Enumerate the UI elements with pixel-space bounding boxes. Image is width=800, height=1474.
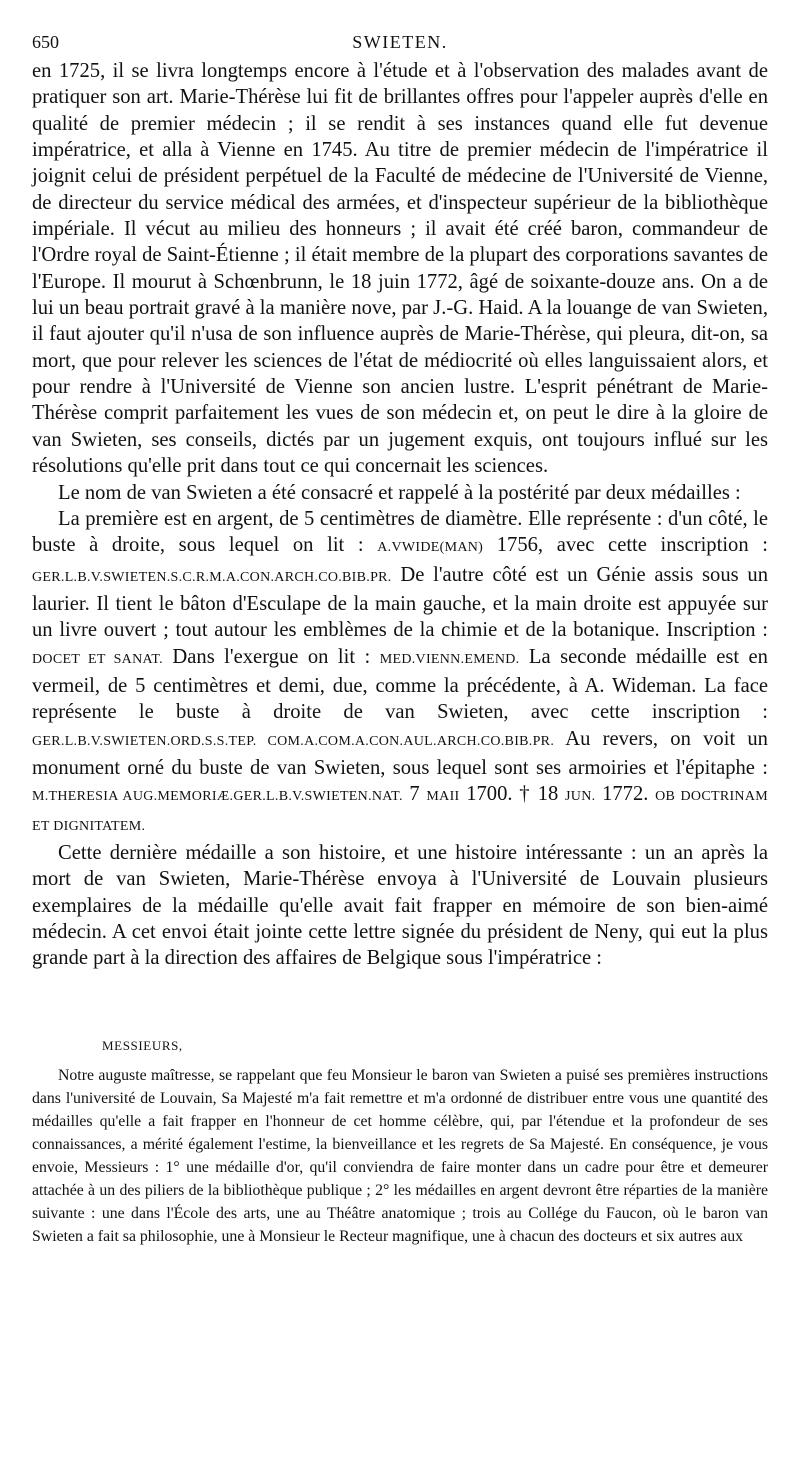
- running-head: SWIETEN.: [352, 32, 448, 52]
- letter-salutation: MESSIEURS,: [102, 1037, 183, 1053]
- page-header: [32, 28, 768, 58]
- medal-text: Dans l'exergue on lit :: [162, 645, 380, 668]
- medal-inscription: MED.VIENN.EMEND.: [379, 651, 520, 667]
- medal-text: La première est en argent, de 5 centimètres de diamètre. Elle représente : d'un côté, le buste à droite, sous lequel on lit :: [32, 507, 768, 557]
- medal-inscription: GER.L.B.V.SWIETEN.S.C.R.M.A.CON.ARCH.CO.BIB.PR.: [32, 569, 392, 585]
- medal-text: 1756, avec cette inscription :: [483, 534, 768, 557]
- medal-text: Au revers, on voit un monument orné du buste de van Swieten, sous lequel sont ses armoiries et l'épitaphe :: [32, 727, 768, 779]
- medal-inscription: M.THERESIA AUG.MEMORIÆ.GER.L.B.V.SWIETEN.NAT.: [32, 789, 403, 805]
- paragraph-medals-description: [32, 506, 768, 840]
- paragraph-biography: en 1725, il se livra longtemps encore à l'étude et à l'observation des malades avant de pratiquer son art. Marie-Thérèse lui fit de brillantes offres pour l'appeler auprès d'elle en qualité de premier médecin ; il se rendit à ses instances quand elle fut devenue impératrice, et alla à Vienne en 1745. Au titre de premier médecin de l'impératrice il joignit celui de président perpétuel de la Faculté de médecine de l'Université de Vienne, de directeur du service médical des armées, et d'inspecteur supérieur de la bibliothèque impériale. Il vécut au milieu des honneurs ; il avait été créé baron, commandeur de l'Ordre royal de Saint-Étienne ; il était membre de la plupart des corporations savantes de l'Europe. Il mourut à Schœnbrunn, le 18 juin 1772, âgé de soixante-douze ans. On a de lui un beau portrait gravé à la manière nove, par J.-G. Haid. A la louange de van Swieten, il faut ajouter qu'il n'usa de son influence auprès de Marie-Thérèse, qui pleura, dit-on, sa mort, que pour relever les sciences de l'état de médiocrité où elles languissaient alors, et pour rendre à l'Université de Vienne son ancien lustre. L'esprit pénétrant de Marie-Thérèse comprit parfaitement les vues de son médecin et, on peut le dire à la gloire de van Swieten, ses conseils, dictés par un jugement exquis, ont toujours influé sur les résolutions qu'elle prit dans tout ce qui concernait les sciences.: [32, 60, 768, 478]
- medal-text: 1700. † 18: [459, 783, 566, 806]
- medal-text: 1772.: [595, 783, 656, 806]
- medal-inscription: DOCET ET SANAT.: [32, 651, 163, 667]
- page-number: 650: [32, 32, 59, 52]
- medal-inscription: GER.L.B.V.SWIETEN.ORD.S.S.TEP. COM.A.COM.A.CON.AUL.ARCH.CO.BIB.PR.: [32, 733, 555, 749]
- medal-text: 7: [402, 783, 427, 806]
- medal-inscription: MAII: [426, 789, 460, 805]
- medal-text: La seconde médaille est en vermeil, de 5 centimètres et demi, due, comme la précédente, à A. Wideman. La face représente le buste à droite de van Swieten, avec cette inscription :: [32, 645, 768, 724]
- article-body: [32, 58, 768, 972]
- letter-body: Notre auguste maîtresse, se rappelant que feu Monsieur le baron van Swieten a puisé ses premières instructions dans l'université de Louvain, Sa Majesté m'a fait remettre et m'a ordonné de distribuer entre vous une quantité des médailles qu'elle a fait frapper en l'honneur de cet homme célèbre, qui, par l'étendue et la profondeur de ses connaissances, a mérité également l'estime, la bienveillance et les regrets de Sa Majesté. En conséquence, je vous envoie, Messieurs : 1° une médaille d'or, qu'il conviendra de faire monter dans un cadre pour être et demeurer attachée à un des piliers de la bibliothèque publique ; 2° les médailles en argent devront être réparties de la manière suivante : une dans l'École des arts, une au Théâtre anatomique ; trois au Collége du Faucon, où le baron van Swieten a fait sa philosophie, une à Monsieur le Recteur magnifique, une à chacun des docteurs et six autres aux: [32, 1066, 768, 1246]
- paragraph-medals-intro: Le nom de van Swieten a été consacré et rappelé à la postérité par deux médailles :: [58, 481, 741, 504]
- medal-inscription: OB DOCTRINAM ET DIGNITATEM.: [32, 789, 768, 834]
- medal-inscription: A.VWIDE(MAN): [377, 540, 484, 556]
- quoted-letter: [32, 1038, 768, 1249]
- medal-inscription: JUN.: [565, 789, 596, 805]
- medal-text: De l'autre côté est un Génie assis sous un laurier. Il tient le bâton d'Esculape de la main gauche, et la main droite est appuyée sur un livre ouvert ; tout autour les emblèmes de la chimie et de la botanique. Inscription :: [32, 563, 768, 642]
- paragraph-medal-history: Cette dernière médaille a son histoire, et une histoire intéressante : un an après la mort de van Swieten, Marie-Thérèse envoya à l'Université de Louvain plusieurs exemplaires de la médaille qu'elle avait fait frapper en mémoire de son bien-aimé médecin. A cet envoi était jointe cette lettre signée du président de Neny, qui eut la plus grande part à la direction des affaires de Belgique sous l'impératrice :: [32, 841, 768, 970]
